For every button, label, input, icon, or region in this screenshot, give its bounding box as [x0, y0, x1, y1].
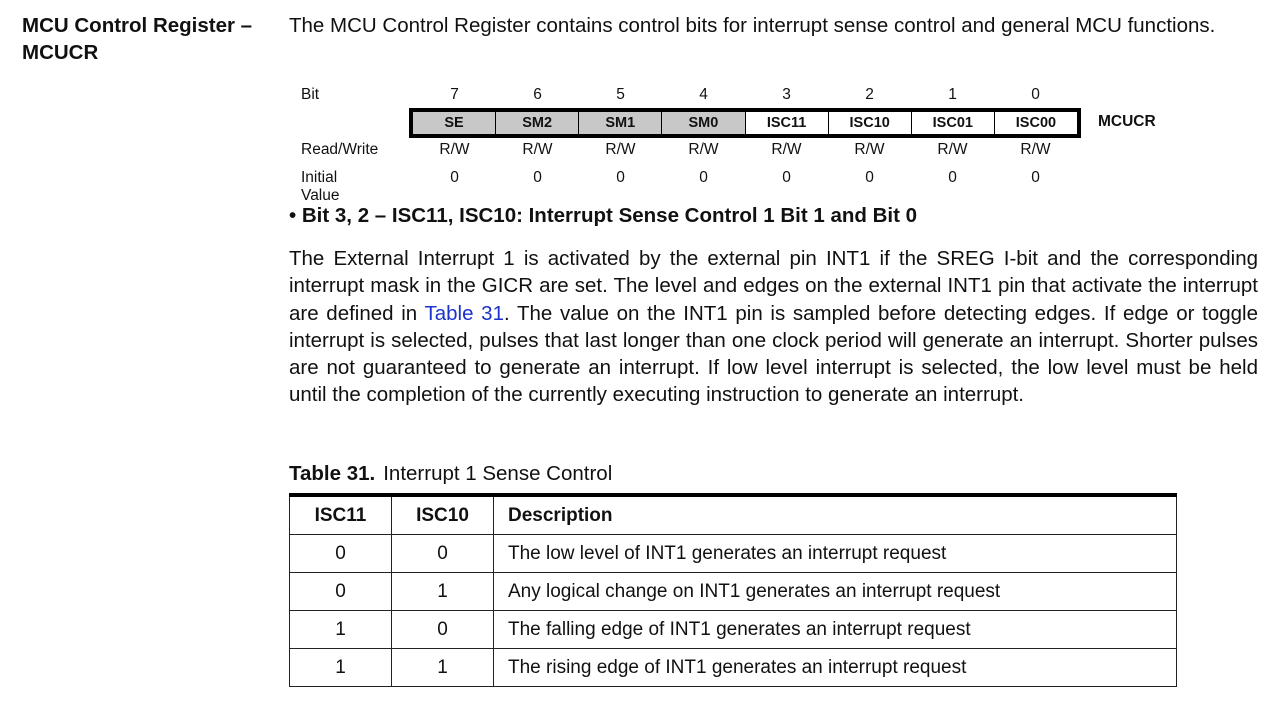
intro-paragraph: The MCU Control Register contains control bits for interrupt sense control and general MCU functions.: [289, 14, 1216, 37]
header-isc11: ISC11: [290, 495, 392, 535]
cell-isc10: 0: [392, 535, 494, 573]
initial-value: 0: [782, 169, 791, 186]
cell-isc11: 0: [290, 573, 392, 611]
section-heading: MCU Control Register – MCUCR: [22, 14, 253, 64]
table-row: [290, 573, 1177, 611]
description-paragraph: [289, 245, 1258, 409]
cell-description: Any logical change on INT1 generates an interrupt request: [494, 573, 1177, 611]
bit-sm0: SM0: [661, 112, 744, 134]
initial-value-label: Initial Value: [301, 169, 340, 204]
bit-number: 2: [865, 86, 874, 103]
bit-number: 0: [1031, 86, 1040, 103]
cell-isc10: 1: [392, 649, 494, 687]
description-text-2: . The value on the INT1 pin is sampled before detecting edges. If edge or toggle interrupt is selected, pulses that last longer than one clock period will generate an interrupt. Shorter pulses are not guaranteed to generate an interrupt. If low level interrupt is selected, the low level must be held until the completion of the currently executing instruction to generate an interrupt.: [289, 301, 1258, 407]
table-caption-number: Table 31.: [289, 462, 376, 485]
cell-isc11: 0: [290, 535, 392, 573]
initial-value: 0: [533, 169, 542, 186]
cell-isc10: 1: [392, 573, 494, 611]
table-row: [290, 535, 1177, 573]
bit-number: 1: [948, 86, 957, 103]
rw-value: R/W: [771, 141, 802, 158]
cell-description: The rising edge of INT1 generates an interrupt request: [494, 649, 1177, 687]
description-text-1: The External Interrupt 1 is activated by the external pin INT1 if the SREG I-bit and the corresponding interrupt mask in the GICR are set. The level and edges on the external INT1 pin that activate the interrupt are defined in: [289, 247, 1258, 325]
table-row: [290, 649, 1177, 687]
rw-value: R/W: [688, 141, 719, 158]
sense-control-table: [289, 493, 1177, 687]
bit-number: 5: [616, 86, 625, 103]
initial-value: 0: [948, 169, 957, 186]
bit-description-heading-text: Bit 3, 2 – ISC11, ISC10: Interrupt Sense Control 1 Bit 1 and Bit 0: [301, 204, 918, 227]
bit-number: 6: [533, 86, 542, 103]
header-description: Description: [494, 495, 1177, 535]
rw-value: R/W: [439, 141, 470, 158]
initial-value: 0: [1031, 169, 1040, 186]
rw-value: R/W: [937, 141, 968, 158]
initial-value: 0: [699, 169, 708, 186]
register-bit-row: [409, 108, 1081, 138]
bit-number: 7: [450, 86, 459, 103]
bit-isc01: ISC01: [911, 112, 994, 134]
bit-number: 3: [782, 86, 791, 103]
bit-label: Bit: [301, 86, 320, 103]
initial-value: 0: [450, 169, 459, 186]
initial-value: 0: [616, 169, 625, 186]
read-write-label: Read/Write: [301, 141, 379, 158]
cell-description: The falling edge of INT1 generates an interrupt request: [494, 611, 1177, 649]
rw-value: R/W: [605, 141, 636, 158]
rw-value: R/W: [522, 141, 553, 158]
bit-se: SE: [413, 112, 495, 134]
table-caption-title: Interrupt 1 Sense Control: [383, 462, 613, 485]
bit-number: 4: [699, 86, 708, 103]
bit-description-heading: • Bit 3, 2 – ISC11, ISC10: Interrupt Sense Control 1 Bit 1 and Bit 0: [289, 204, 918, 227]
cell-isc11: 1: [290, 649, 392, 687]
bit-isc00: ISC00: [994, 112, 1077, 134]
table-header-row: [290, 495, 1177, 535]
table-31-link[interactable]: Table 31: [424, 301, 504, 325]
bit-isc11: ISC11: [745, 112, 828, 134]
bit-isc10: ISC10: [828, 112, 911, 134]
initial-value: 0: [865, 169, 874, 186]
bit-sm1: SM1: [578, 112, 661, 134]
header-isc10: ISC10: [392, 495, 494, 535]
cell-isc10: 0: [392, 611, 494, 649]
sense-control-table-wrap: [289, 493, 1177, 687]
cell-isc11: 1: [290, 611, 392, 649]
bit-sm2: SM2: [495, 112, 578, 134]
table-caption: [289, 462, 612, 486]
rw-value: R/W: [854, 141, 885, 158]
cell-description: The low level of INT1 generates an interrupt request: [494, 535, 1177, 573]
table-row: [290, 611, 1177, 649]
rw-value: R/W: [1020, 141, 1051, 158]
register-name: MCUCR: [1098, 113, 1156, 130]
